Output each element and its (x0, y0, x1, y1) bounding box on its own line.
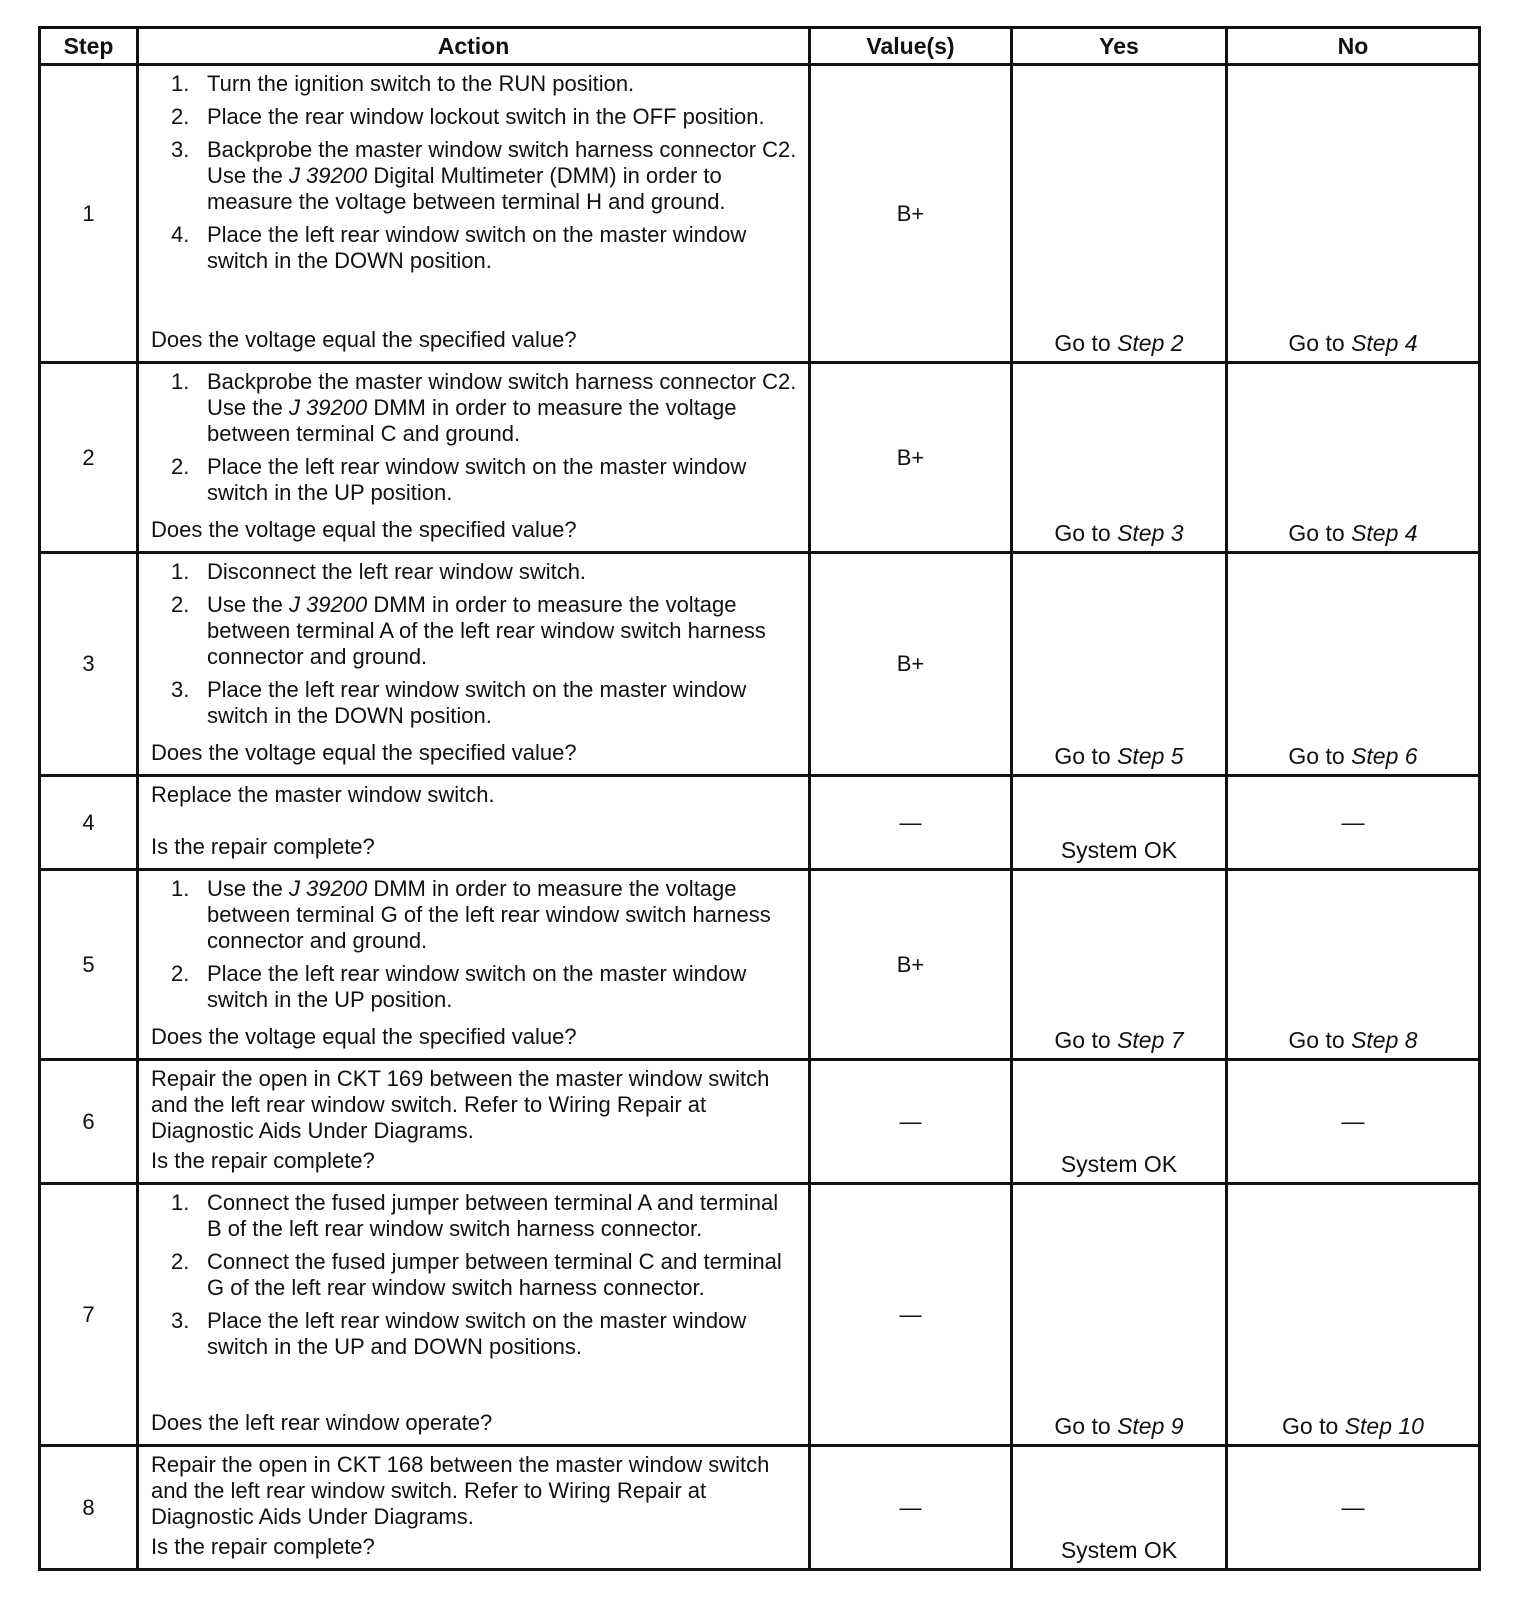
no-result: — (1341, 809, 1365, 835)
no-cell (1227, 1060, 1480, 1184)
no-result: — (1341, 1494, 1365, 1520)
no-step-link: Step 4 (1351, 330, 1418, 356)
yes-prefix: Go to (1054, 1413, 1118, 1439)
action-step (151, 104, 798, 130)
action-text: DMM in order to measure the voltage between terminal A of the left rear window switch harness connector and ground. (207, 592, 766, 669)
yes-prefix: Go to (1054, 520, 1118, 546)
yes-cell (1012, 870, 1227, 1060)
action-step (151, 1308, 798, 1360)
value-cell: — (810, 1446, 1012, 1570)
action-cell (138, 1446, 810, 1570)
tool-reference: J 39200 (288, 163, 368, 188)
action-step-number: 2. (171, 454, 190, 479)
action-step-number: 3. (171, 137, 190, 162)
no-prefix: Go to (1288, 520, 1352, 546)
action-cell (138, 870, 810, 1060)
yes-step-link: Step 5 (1117, 743, 1184, 769)
action-step-number: 4. (171, 222, 190, 247)
value-cell: B+ (810, 363, 1012, 553)
action-step (151, 961, 798, 1013)
action-cell (138, 553, 810, 776)
action-step-number: 1. (171, 71, 190, 96)
table-row (40, 65, 1480, 363)
value-cell: B+ (810, 870, 1012, 1060)
yes-cell (1012, 553, 1227, 776)
action-step-number: 1. (171, 876, 190, 901)
action-step (151, 677, 798, 729)
action-steps (151, 559, 798, 736)
action-step (151, 559, 798, 585)
action-text: Place the left rear window switch on the master window switch in the UP position. (207, 961, 747, 1012)
action-step (151, 71, 798, 97)
yes-prefix: Go to (1054, 330, 1118, 356)
yes-cell (1012, 1184, 1227, 1446)
action-text: DMM in order to measure the voltage between terminal C and ground. (207, 395, 737, 446)
action-text: Digital Multimeter (DMM) in order to measure the voltage between terminal H and ground. (207, 163, 726, 214)
action-question: Does the voltage equal the specified value? (151, 327, 577, 352)
action-cell (138, 363, 810, 553)
table-row (40, 553, 1480, 776)
value-cell: — (810, 1184, 1012, 1446)
action-step (151, 369, 798, 447)
action-question: Is the repair complete? (151, 834, 375, 859)
yes-step-link: Step 3 (1117, 520, 1184, 546)
no-prefix: Go to (1288, 1027, 1352, 1053)
action-body (151, 1452, 798, 1560)
action-text: Place the left rear window switch on the master window switch in the DOWN position. (207, 222, 747, 273)
action-step-number: 2. (171, 1249, 190, 1274)
table-row (40, 1184, 1480, 1446)
action-body (151, 782, 798, 860)
action-text: DMM in order to measure the voltage between terminal G of the left rear window switch harness connector and ground. (207, 876, 771, 953)
no-step-link: Step 8 (1351, 1027, 1418, 1053)
tool-reference: J 39200 (288, 395, 368, 420)
action-step-number: 3. (171, 1308, 190, 1333)
action-text: Replace the master window switch. (151, 782, 495, 807)
no-cell (1227, 65, 1480, 363)
action-step-number: 3. (171, 677, 190, 702)
action-text: Turn the ignition switch to the RUN position. (207, 71, 635, 96)
action-step (151, 876, 798, 954)
action-text: Disconnect the left rear window switch. (207, 559, 587, 584)
no-prefix: Go to (1288, 743, 1352, 769)
action-steps (151, 1190, 798, 1367)
action-steps (151, 71, 798, 281)
action-text: Place the rear window lockout switch in the OFF position. (207, 104, 765, 129)
action-text: Place the left rear window switch on the master window switch in the DOWN position. (207, 677, 747, 728)
action-step (151, 137, 798, 215)
action-text: Repair the open in CKT 169 between the master window switch and the left rear window switch. Refer to Wiring Repair at Diagnostic Aids Under Diagrams. (151, 1066, 770, 1143)
action-text: Use the (207, 592, 289, 617)
yes-prefix: Go to (1054, 743, 1118, 769)
no-step-link: Step 6 (1351, 743, 1418, 769)
action-step-number: 2. (171, 592, 190, 617)
yes-result: System OK (1060, 837, 1178, 863)
yes-step-link: Step 7 (1117, 1027, 1184, 1053)
action-step-number: 1. (171, 1190, 190, 1215)
header-action: Action (138, 28, 810, 65)
no-prefix: Go to (1282, 1413, 1345, 1439)
action-step-number: 2. (171, 104, 190, 129)
yes-cell (1012, 1446, 1227, 1570)
value-cell: B+ (810, 553, 1012, 776)
action-step (151, 454, 798, 506)
action-question: Does the voltage equal the specified value? (151, 740, 577, 765)
step-number: 1 (40, 65, 138, 363)
table-body (40, 65, 1480, 1570)
action-body (151, 559, 798, 766)
action-step (151, 592, 798, 670)
step-number: 4 (40, 776, 138, 870)
action-text: Place the left rear window switch on the master window switch in the UP position. (207, 454, 747, 505)
action-text: Backprobe the master window switch harness connector C2. Use the (207, 137, 797, 188)
yes-cell (1012, 776, 1227, 870)
step-number: 6 (40, 1060, 138, 1184)
action-step (151, 222, 798, 274)
value-cell: B+ (810, 65, 1012, 363)
action-step (151, 1249, 798, 1301)
table-row (40, 870, 1480, 1060)
action-steps (151, 876, 798, 1020)
no-prefix: Go to (1288, 330, 1352, 356)
table-row (40, 1060, 1480, 1184)
no-cell (1227, 363, 1480, 553)
action-text: Connect the fused jumper between terminal A and terminal B of the left rear window switch harness connector. (207, 1190, 779, 1241)
header-yes: Yes (1012, 28, 1227, 65)
action-text: Place the left rear window switch on the master window switch in the UP and DOWN positions. (207, 1308, 747, 1359)
no-cell (1227, 1184, 1480, 1446)
header-row (40, 28, 1480, 65)
action-text: Backprobe the master window switch harness connector C2. Use the (207, 369, 797, 420)
no-cell (1227, 870, 1480, 1060)
action-question: Does the left rear window operate? (151, 1410, 493, 1435)
action-step (151, 1190, 798, 1242)
yes-step-link: Step 2 (1117, 330, 1184, 356)
action-body (151, 876, 798, 1050)
action-body (151, 1190, 798, 1436)
header-values: Value(s) (810, 28, 1012, 65)
action-body (151, 71, 798, 353)
no-cell (1227, 553, 1480, 776)
step-number: 2 (40, 363, 138, 553)
action-cell (138, 776, 810, 870)
value-cell: — (810, 1060, 1012, 1184)
action-step-number: 1. (171, 559, 190, 584)
yes-result: System OK (1060, 1537, 1178, 1563)
action-cell (138, 1184, 810, 1446)
header-no: No (1227, 28, 1480, 65)
yes-cell (1012, 363, 1227, 553)
header-step: Step (40, 28, 138, 65)
diagnostic-table (38, 26, 1481, 1571)
step-number: 3 (40, 553, 138, 776)
yes-cell (1012, 65, 1227, 363)
action-cell (138, 1060, 810, 1184)
step-number: 7 (40, 1184, 138, 1446)
no-result: — (1341, 1108, 1365, 1134)
tool-reference: J 39200 (288, 876, 368, 901)
step-number: 5 (40, 870, 138, 1060)
no-step-link: Step 10 (1344, 1413, 1424, 1439)
action-question: Does the voltage equal the specified value? (151, 1024, 577, 1049)
table-row (40, 776, 1480, 870)
value-cell: — (810, 776, 1012, 870)
yes-prefix: Go to (1054, 1027, 1118, 1053)
step-number: 8 (40, 1446, 138, 1570)
action-text: Use the (207, 876, 289, 901)
action-text: Connect the fused jumper between terminal C and terminal G of the left rear window switch harness connector. (207, 1249, 782, 1300)
no-cell (1227, 776, 1480, 870)
no-cell (1227, 1446, 1480, 1570)
yes-step-link: Step 9 (1117, 1413, 1184, 1439)
action-step-number: 2. (171, 961, 190, 986)
yes-cell (1012, 1060, 1227, 1184)
action-step-number: 1. (171, 369, 190, 394)
action-body (151, 369, 798, 543)
action-question: Is the repair complete? (151, 1148, 375, 1173)
action-body (151, 1066, 798, 1174)
table-row (40, 363, 1480, 553)
action-question: Does the voltage equal the specified value? (151, 517, 577, 542)
yes-result: System OK (1060, 1151, 1178, 1177)
no-step-link: Step 4 (1351, 520, 1418, 546)
action-question: Is the repair complete? (151, 1534, 375, 1559)
tool-reference: J 39200 (288, 592, 368, 617)
table-row (40, 1446, 1480, 1570)
action-text: Repair the open in CKT 168 between the master window switch and the left rear window switch. Refer to Wiring Repair at Diagnostic Aids Under Diagrams. (151, 1452, 770, 1529)
action-steps (151, 369, 798, 513)
action-cell (138, 65, 810, 363)
